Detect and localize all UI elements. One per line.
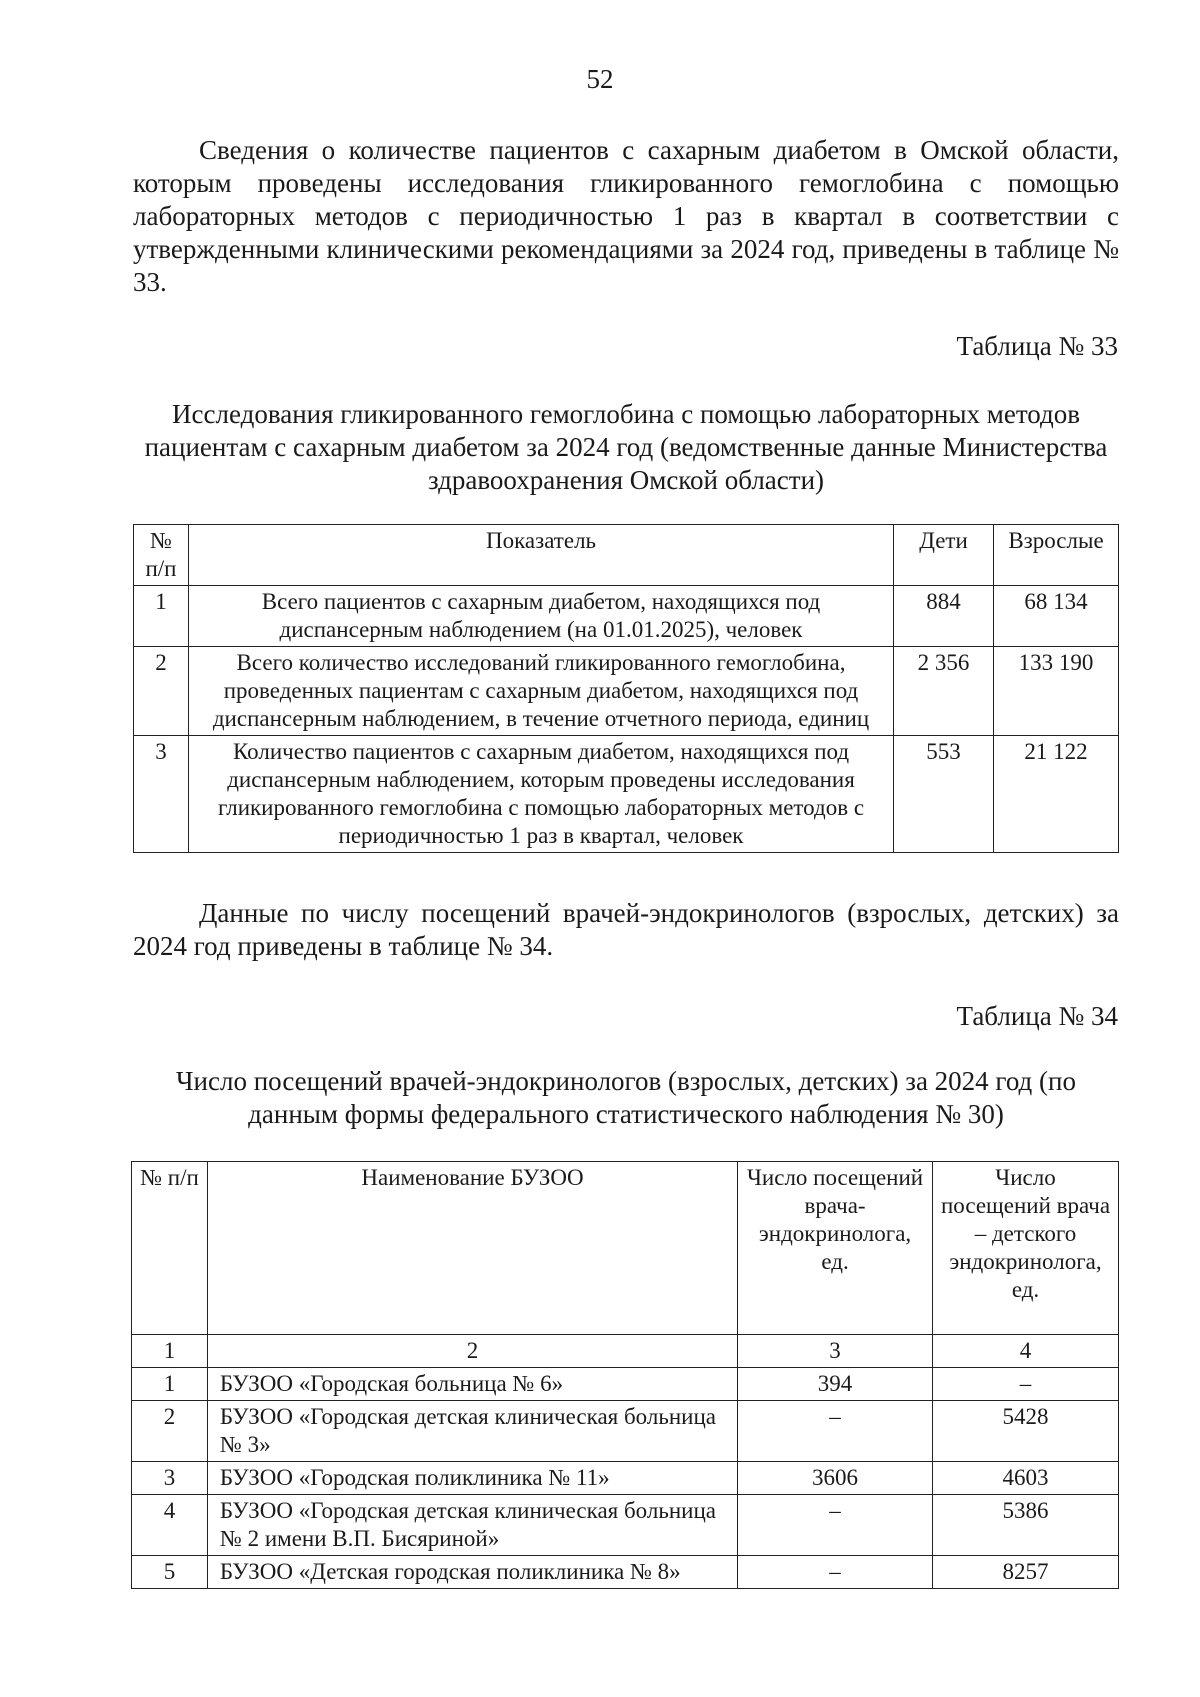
table-row: [132, 1401, 1119, 1462]
table34-caption: Число посещений врачей-эндокринологов (взрослых, детских) за 2024 год (по данным формы федерального статистического наблюдения № 30): [176, 1066, 1076, 1129]
table33-row2-num: 2: [134, 647, 189, 736]
table34-row2-adult-visits: –: [738, 1401, 933, 1462]
table34-colnum-1: 1: [132, 1335, 208, 1368]
table33-row1-adults: 68 134: [993, 586, 1118, 647]
table34-row4-adult-visits: –: [738, 1495, 933, 1556]
intro-paragraph-table34: Данные по числу посещений врачей-эндокринологов (взрослых, детских) за 2024 год приведены в таблице № 34.: [133, 898, 1119, 961]
table33-row2-adults: 133 190: [993, 647, 1118, 736]
table-row: [132, 1368, 1119, 1401]
table-row: [132, 1556, 1119, 1589]
table-row: [132, 1462, 1119, 1495]
table34-row3-child-visits: 4603: [933, 1462, 1119, 1495]
table-row: [134, 586, 1119, 647]
page-number: 52: [586, 64, 614, 94]
table34-colnum-2: 2: [207, 1335, 737, 1368]
table34-row2-name: БУЗОО «Городская детская клиническая больница № 3»: [207, 1401, 737, 1462]
table33-row1-num: 1: [134, 586, 189, 647]
table34-header-adult-visits: Число посещений врача-эндокринолога, ед.: [738, 1162, 933, 1335]
table33-row1-indicator: Всего пациентов с сахарным диабетом, находящихся под диспансерным наблюдением (на 01.01.2025), человек: [188, 586, 893, 647]
table34-label: Таблица № 34: [956, 1001, 1118, 1031]
table34-row4-child-visits: 5386: [933, 1495, 1119, 1556]
table34-column-numbers-row: [132, 1335, 1119, 1368]
table-row: [134, 736, 1119, 853]
table34-header-name: Наименование БУЗОО: [207, 1162, 737, 1335]
table34-row3-adult-visits: 3606: [738, 1462, 933, 1495]
table33-row3-indicator: Количество пациентов с сахарным диабетом, находящихся под диспансерным наблюдением, которым проведены исследования гликированного гемоглобина с помощью лабораторных методов с периодичностью 1 раз в квартал, человек: [188, 736, 893, 853]
table34-row5-num: 5: [132, 1556, 208, 1589]
table34-row4-num: 4: [132, 1495, 208, 1556]
table34-header-num: № п/п: [132, 1162, 208, 1335]
table33-caption: Исследования гликированного гемоглобина с помощью лабораторных методов пациентам с сахарным диабетом за 2024 год (ведомственные данные Министерства здравоохранения Омской области): [144, 399, 1108, 495]
table34-row1-adult-visits: 394: [738, 1368, 933, 1401]
table33-label: Таблица № 33: [956, 331, 1118, 361]
table33-row3-adults: 21 122: [993, 736, 1118, 853]
table34-row1-num: 1: [132, 1368, 208, 1401]
table33-header-indicator: Показатель: [188, 525, 893, 586]
table33-header-children: Дети: [894, 525, 994, 586]
table34-row2-num: 2: [132, 1401, 208, 1462]
table34-colnum-3: 3: [738, 1335, 933, 1368]
table33: [133, 524, 1119, 853]
table34-row4-name: БУЗОО «Городская детская клиническая больница № 2 имени В.П. Бисяриной»: [207, 1495, 737, 1556]
table33-header-adults: Взрослые: [993, 525, 1118, 586]
table-row: [134, 647, 1119, 736]
table34: [131, 1161, 1119, 1589]
table-row: [132, 1495, 1119, 1556]
table34-row5-adult-visits: –: [738, 1556, 933, 1589]
table33-row2-children: 2 356: [894, 647, 994, 736]
table34-row5-name: БУЗОО «Детская городская поликлиника № 8»: [207, 1556, 737, 1589]
table33-header-row: [134, 525, 1119, 586]
table34-row5-child-visits: 8257: [933, 1556, 1119, 1589]
table33-row1-children: 884: [894, 586, 994, 647]
table34-colnum-4: 4: [933, 1335, 1119, 1368]
table33-row3-children: 553: [894, 736, 994, 853]
table34-row1-name: БУЗОО «Городская больница № 6»: [207, 1368, 737, 1401]
table34-header-child-visits: Число посещений врача – детского эндокринолога, ед.: [933, 1162, 1119, 1335]
table33-row3-num: 3: [134, 736, 189, 853]
table34-row1-child-visits: –: [933, 1368, 1119, 1401]
table34-row3-name: БУЗОО «Городская поликлиника № 11»: [207, 1462, 737, 1495]
table33-header-num: № п/п: [134, 525, 189, 586]
table34-row2-child-visits: 5428: [933, 1401, 1119, 1462]
intro-paragraph-table33: Сведения о количестве пациентов с сахарным диабетом в Омской области, которым проведены исследования гликированного гемоглобина с помощью лабораторных методов с периодичностью 1 раз в квартал в соответствии с утвержденными клиническими рекомендациями за 2024 год, приведены в таблице № 33.: [133, 135, 1119, 297]
table33-row2-indicator: Всего количество исследований гликированного гемоглобина, проведенных пациентам с сахарным диабетом, находящихся под диспансерным наблюдением, в течение отчетного периода, единиц: [188, 647, 893, 736]
table34-header-row: [132, 1162, 1119, 1335]
table34-row3-num: 3: [132, 1462, 208, 1495]
